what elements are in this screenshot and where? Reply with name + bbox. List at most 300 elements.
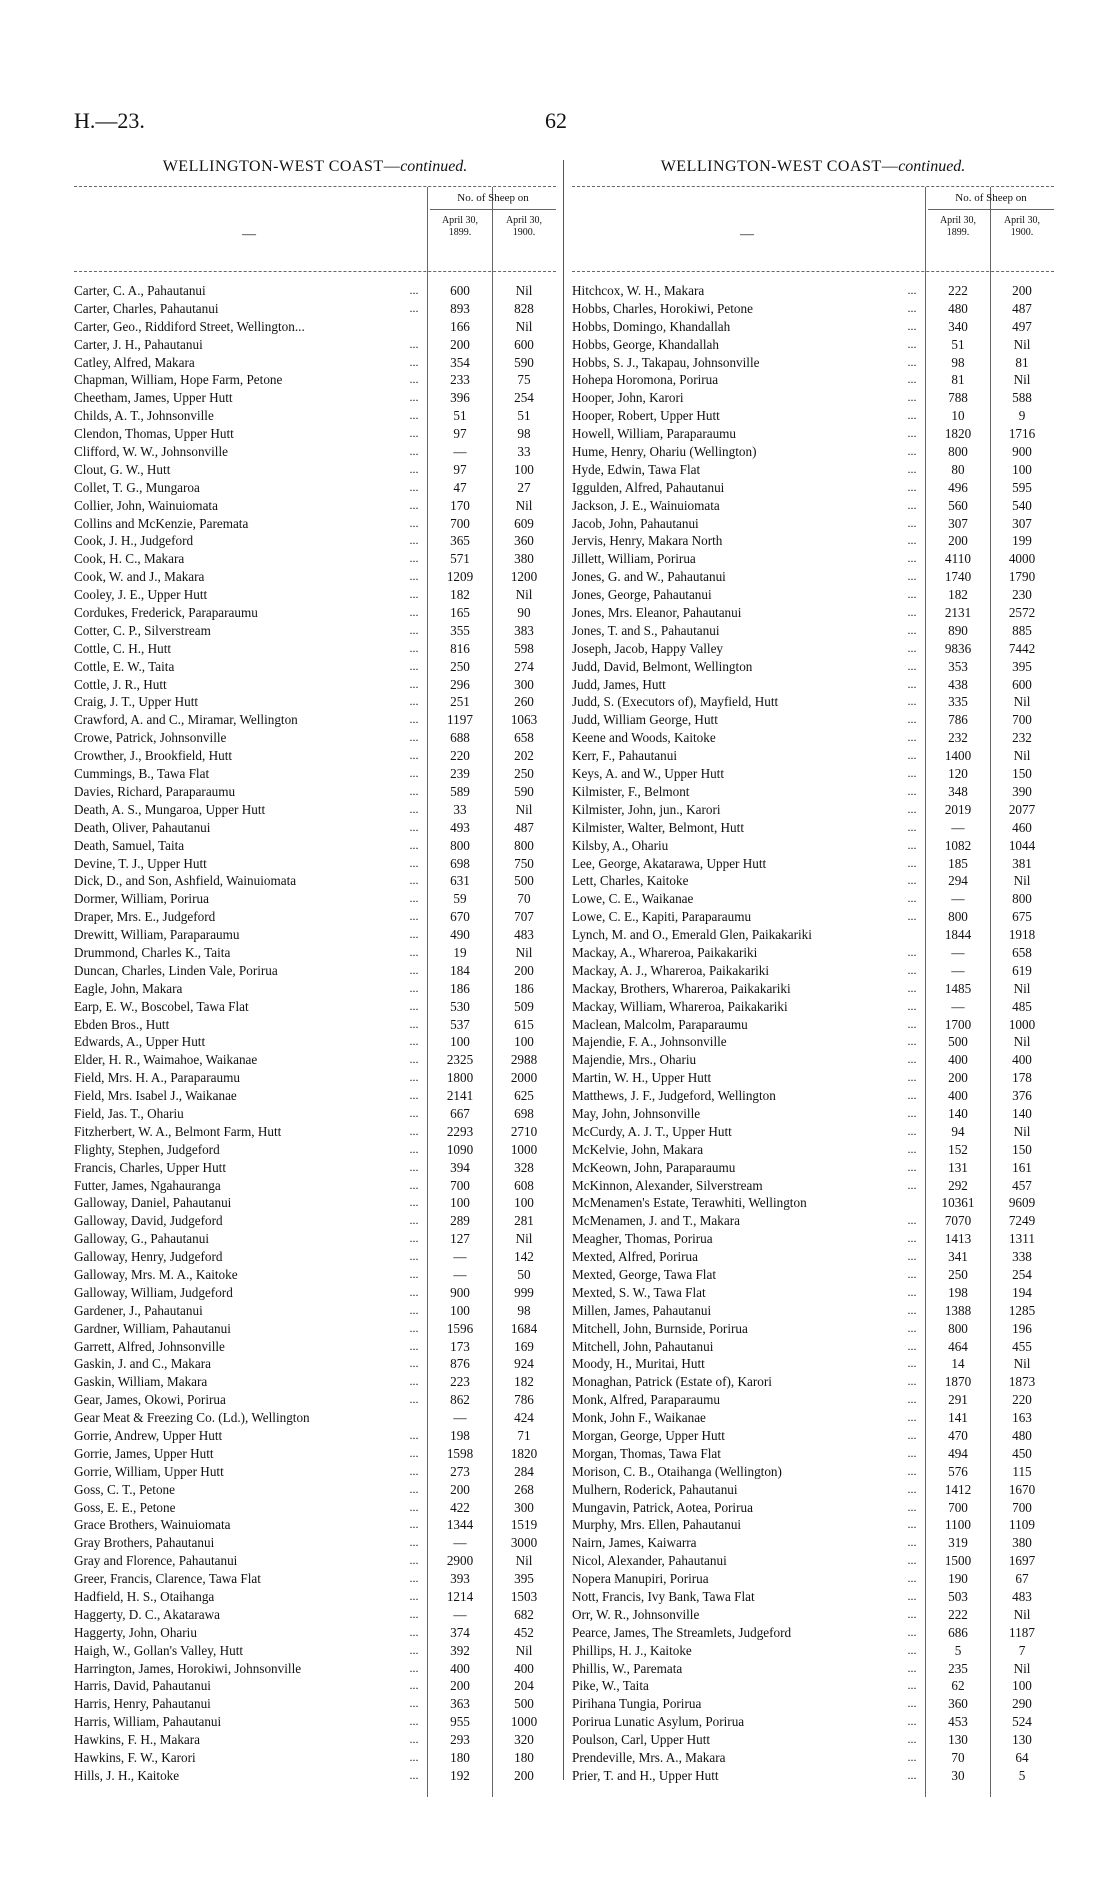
sheep-1899: 493 bbox=[450, 819, 470, 835]
leader-dots: ... bbox=[907, 533, 917, 548]
sheep-1900: 2988 bbox=[510, 1052, 538, 1068]
leader-dots: ... bbox=[409, 1463, 419, 1478]
leader-dots: ... bbox=[409, 873, 419, 888]
sheep-1900: 658 bbox=[514, 730, 534, 746]
sheep-1900: 1519 bbox=[510, 1517, 538, 1533]
owner-name: Cotter, C. P., Silverstream bbox=[74, 622, 211, 638]
table-row bbox=[572, 819, 1054, 837]
leader-dots: ... bbox=[907, 1231, 917, 1246]
sheep-1900: 1063 bbox=[510, 712, 538, 728]
leader-dots: ... bbox=[409, 891, 419, 906]
leader-dots: ... bbox=[409, 1195, 419, 1210]
sheep-1899: 700 bbox=[948, 1499, 968, 1515]
sheep-1899: 453 bbox=[948, 1714, 968, 1730]
sheep-1899: 62 bbox=[951, 1678, 965, 1694]
left-table bbox=[74, 158, 556, 1785]
leader-dots: ... bbox=[409, 569, 419, 584]
sheep-1899: 2900 bbox=[446, 1553, 474, 1569]
sheep-1899: 1820 bbox=[944, 426, 972, 442]
sheep-1899: — bbox=[453, 444, 467, 460]
sheep-1900: 487 bbox=[514, 819, 534, 835]
leader-dots: ... bbox=[409, 336, 419, 351]
sheep-1899: 470 bbox=[948, 1428, 968, 1443]
leader-dots: ... bbox=[409, 1732, 419, 1747]
sheep-1899: 170 bbox=[450, 497, 470, 513]
owner-name: Matthews, J. F., Judgeford, Wellington bbox=[572, 1088, 776, 1104]
sheep-1900: 424 bbox=[514, 1410, 534, 1426]
sheep-1899: 571 bbox=[450, 551, 470, 567]
owner-name: Gear, James, Okowi, Porirua bbox=[74, 1392, 226, 1408]
sheep-1900: 487 bbox=[1012, 300, 1032, 316]
sheep-1899: 1197 bbox=[447, 712, 473, 728]
table-row bbox=[74, 926, 556, 944]
leader-dots: ... bbox=[907, 1034, 917, 1049]
leader-dots: ... bbox=[907, 1016, 917, 1031]
owner-name: Collins and McKenzie, Paremata bbox=[74, 515, 249, 531]
sheep-1900: 328 bbox=[514, 1159, 534, 1175]
leader-dots: ... bbox=[409, 1642, 419, 1657]
owner-name: Jones, Mrs. Eleanor, Pahautanui bbox=[572, 605, 742, 621]
sheep-1900: 150 bbox=[1012, 766, 1032, 782]
owner-name: Goss, C. T., Petone bbox=[74, 1481, 175, 1497]
sheep-1899: 51 bbox=[951, 336, 965, 352]
sheep-1899: 165 bbox=[450, 605, 470, 621]
owner-name: Joseph, Jacob, Happy Valley bbox=[572, 640, 724, 656]
table-row bbox=[572, 980, 1054, 998]
sheep-1900: 483 bbox=[514, 927, 534, 943]
sheep-1899: 5 bbox=[954, 1642, 962, 1658]
sheep-1900: 1503 bbox=[510, 1589, 538, 1605]
table-row bbox=[74, 1642, 556, 1660]
table-row bbox=[74, 765, 556, 783]
leader-dots: ... bbox=[907, 1571, 917, 1586]
leader-dots: ... bbox=[907, 998, 917, 1013]
sheep-1900: 658 bbox=[1012, 944, 1032, 960]
table-row bbox=[572, 1516, 1054, 1534]
sheep-1899: 200 bbox=[450, 336, 470, 352]
table-row bbox=[74, 855, 556, 873]
owner-name: Nott, Francis, Ivy Bank, Tawa Flat bbox=[572, 1589, 755, 1605]
sheep-1899: 1800 bbox=[446, 1070, 474, 1086]
leader-dots: ... bbox=[409, 1499, 419, 1514]
sheep-1900: 1697 bbox=[1008, 1553, 1036, 1569]
sheep-1899: 348 bbox=[948, 783, 968, 799]
table-row bbox=[74, 1194, 556, 1212]
leader-dots: ... bbox=[409, 944, 419, 959]
owner-name: Cook, H. C., Makara bbox=[74, 551, 185, 567]
owner-name: Carter, Charles, Pahautanui bbox=[74, 300, 219, 316]
table-row bbox=[572, 765, 1054, 783]
leader-dots: ... bbox=[409, 390, 419, 405]
table-row bbox=[74, 407, 556, 425]
column-divider bbox=[563, 160, 564, 1780]
sheep-1900: 260 bbox=[514, 694, 534, 710]
leader-dots: ... bbox=[907, 1463, 917, 1478]
sheep-1900: 1044 bbox=[1008, 837, 1036, 853]
table-row bbox=[572, 1570, 1054, 1588]
sheep-1900: 1187 bbox=[1009, 1624, 1035, 1640]
sheep-1900: 230 bbox=[1012, 587, 1032, 603]
owner-name: Fitzherbert, W. A., Belmont Farm, Hutt bbox=[74, 1123, 282, 1139]
table-row bbox=[572, 890, 1054, 908]
leader-dots: ... bbox=[907, 783, 917, 798]
sheep-1900: 100 bbox=[514, 1195, 534, 1211]
sheep-1899: 292 bbox=[948, 1177, 968, 1193]
sheep-1899: 1500 bbox=[944, 1553, 972, 1569]
table-row bbox=[572, 497, 1054, 515]
owner-name: Iggulden, Alfred, Pahautanui bbox=[572, 479, 725, 495]
table-row bbox=[572, 926, 1054, 944]
owner-name: Prier, T. and H., Upper Hutt bbox=[572, 1767, 719, 1783]
sheep-1899: 955 bbox=[450, 1714, 470, 1730]
sheep-1899: — bbox=[453, 1410, 467, 1426]
table-row bbox=[74, 532, 556, 550]
owner-name: Craig, J. T., Upper Hutt bbox=[74, 694, 199, 710]
owner-name: Cottle, C. H., Hutt bbox=[74, 640, 172, 656]
owner-name: Mackay, A., Whareroa, Paikakariki bbox=[572, 944, 758, 960]
leader-dots: ... bbox=[907, 1159, 917, 1174]
table-row bbox=[572, 1499, 1054, 1517]
table-row bbox=[74, 1123, 556, 1141]
table-row bbox=[74, 1695, 556, 1713]
sheep-1899: 353 bbox=[948, 658, 968, 674]
sheep-1899: — bbox=[951, 819, 965, 835]
table-row bbox=[74, 1069, 556, 1087]
table-row bbox=[74, 622, 556, 640]
sheep-1899: 1598 bbox=[446, 1445, 474, 1461]
sheep-1900: 4000 bbox=[1008, 551, 1036, 567]
leader-dots: ... bbox=[409, 461, 419, 476]
sheep-1899: 890 bbox=[948, 622, 968, 638]
owner-name: Hobbs, Charles, Horokiwi, Petone bbox=[572, 300, 753, 316]
sheep-1899: 293 bbox=[450, 1732, 470, 1748]
sheep-1899: 10361 bbox=[941, 1195, 975, 1211]
leader-dots: ... bbox=[409, 980, 419, 995]
sheep-1900: 588 bbox=[1012, 390, 1032, 406]
sheep-1900: Nil bbox=[1013, 980, 1031, 996]
owner-name: Morgan, Thomas, Tawa Flat bbox=[572, 1445, 721, 1461]
table-row bbox=[572, 1284, 1054, 1302]
sheep-1900: 615 bbox=[514, 1016, 534, 1032]
table-row bbox=[572, 1123, 1054, 1141]
sheep-1900: 828 bbox=[514, 300, 534, 316]
table-row bbox=[74, 1409, 556, 1427]
leader-dots: ... bbox=[907, 1732, 917, 1747]
sheep-1899: 400 bbox=[948, 1088, 968, 1104]
sheep-1900: 395 bbox=[1012, 658, 1032, 674]
sheep-1900: Nil bbox=[1013, 1356, 1031, 1372]
owner-name: Crowther, J., Brookfield, Hutt bbox=[74, 748, 233, 764]
owner-name: Judd, James, Hutt bbox=[572, 676, 666, 692]
table-row bbox=[74, 1248, 556, 1266]
leader-dots: ... bbox=[907, 676, 917, 691]
sheep-1899: 530 bbox=[450, 998, 470, 1014]
sheep-1899: 127 bbox=[450, 1231, 470, 1247]
table-row bbox=[572, 371, 1054, 389]
leader-dots: ... bbox=[409, 712, 419, 727]
table-header bbox=[572, 186, 1054, 272]
sheep-1900: 161 bbox=[1012, 1159, 1032, 1175]
sheep-1899: 30 bbox=[951, 1767, 965, 1783]
leader-dots: ... bbox=[409, 855, 419, 870]
table-row bbox=[572, 1087, 1054, 1105]
owner-name: Jones, G. and W., Pahautanui bbox=[572, 569, 726, 585]
sheep-1899: 97 bbox=[453, 461, 467, 477]
table-row bbox=[572, 425, 1054, 443]
owner-name: Goss, E. E., Petone bbox=[74, 1499, 176, 1515]
sheep-1899: 893 bbox=[450, 300, 470, 316]
sheep-1899: 2019 bbox=[944, 801, 972, 817]
sheep-1899: — bbox=[951, 944, 965, 960]
sheep-1900: Nil bbox=[1013, 694, 1031, 710]
sheep-1900: Nil bbox=[515, 1231, 533, 1247]
leader-dots: ... bbox=[907, 1392, 917, 1407]
sheep-1900: 274 bbox=[514, 658, 534, 674]
sheep-1899: 182 bbox=[948, 587, 968, 603]
table-row bbox=[572, 1177, 1054, 1195]
table-row bbox=[74, 1749, 556, 1767]
table-row bbox=[572, 1033, 1054, 1051]
col-1899-header: April 30, 1899. bbox=[939, 215, 977, 238]
owner-name: Dick, D., and Son, Ashfield, Wainuiomata bbox=[74, 873, 297, 889]
sheep-1899: 631 bbox=[450, 873, 470, 889]
table-row bbox=[572, 1159, 1054, 1177]
sheep-1899: 698 bbox=[450, 855, 470, 871]
leader-dots: ... bbox=[907, 730, 917, 745]
table-row bbox=[572, 443, 1054, 461]
table-row bbox=[74, 962, 556, 980]
sheep-1900: 7 bbox=[1018, 1642, 1026, 1658]
leader-dots: ... bbox=[409, 1284, 419, 1299]
leader-dots: ... bbox=[907, 909, 917, 924]
sheep-1900: 64 bbox=[1015, 1750, 1029, 1766]
sheep-1899: 400 bbox=[450, 1660, 470, 1676]
leader-dots: ... bbox=[409, 783, 419, 798]
sheep-1900: 590 bbox=[514, 783, 534, 799]
leader-dots: ... bbox=[907, 300, 917, 315]
sheep-1899: 97 bbox=[453, 426, 467, 442]
leader-dots: ... bbox=[409, 408, 419, 423]
table-row bbox=[572, 1588, 1054, 1606]
owner-name: Hohepa Horomona, Porirua bbox=[572, 372, 719, 388]
owner-name: Murphy, Mrs. Ellen, Pahautanui bbox=[572, 1517, 742, 1533]
sheep-1900: 169 bbox=[514, 1338, 534, 1354]
sheep-1900: 33 bbox=[517, 444, 531, 460]
sheep-1899: 200 bbox=[450, 1481, 470, 1497]
owner-name: Cooley, J. E., Upper Hutt bbox=[74, 587, 208, 603]
sheep-1899: 319 bbox=[948, 1535, 968, 1551]
owner-name: Howell, William, Paraparaumu bbox=[572, 426, 737, 442]
sheep-1899: 788 bbox=[948, 390, 968, 406]
owner-name: Harris, William, Pahautanui bbox=[74, 1714, 222, 1730]
table-row bbox=[572, 1463, 1054, 1481]
table-row bbox=[74, 1767, 556, 1785]
owner-name: Hobbs, George, Khandallah bbox=[572, 336, 719, 352]
owner-name: Carter, J. H., Pahautanui bbox=[74, 336, 203, 352]
sheep-1900: Nil bbox=[515, 318, 533, 334]
leader-dots: ... bbox=[907, 1428, 917, 1442]
sheep-1900: 2077 bbox=[1008, 801, 1036, 817]
sheep-1900: 1670 bbox=[1008, 1481, 1036, 1497]
owner-name: Harrington, James, Horokiwi, Johnsonville bbox=[74, 1660, 302, 1676]
sheep-1899: 900 bbox=[450, 1284, 470, 1300]
owner-name: Mackay, William, Whareroa, Paikakariki bbox=[572, 998, 788, 1014]
table-row bbox=[572, 1194, 1054, 1212]
sheep-1899: 1209 bbox=[446, 569, 474, 585]
sheep-1899: 182 bbox=[450, 587, 470, 603]
sheep-1899: 667 bbox=[450, 1105, 470, 1121]
owner-name: Elder, H. R., Waimahoe, Waikanae bbox=[74, 1052, 258, 1068]
table-row bbox=[572, 1141, 1054, 1159]
owner-name: Grace Brothers, Wainuiomata bbox=[74, 1517, 231, 1533]
sheep-1899: 1090 bbox=[446, 1141, 474, 1157]
leader-dots: ... bbox=[907, 1374, 917, 1389]
table-row bbox=[74, 1516, 556, 1534]
leader-dots: ... bbox=[409, 640, 419, 655]
owner-name: McKinnon, Alexander, Silverstream bbox=[572, 1177, 763, 1193]
leader-dots: ... bbox=[409, 1678, 419, 1693]
table-row bbox=[572, 550, 1054, 568]
sheep-1899: 800 bbox=[948, 909, 968, 925]
table-row bbox=[572, 1767, 1054, 1785]
owner-name: Hobbs, S. J., Takapau, Johnsonville bbox=[572, 354, 760, 370]
owner-name: Keys, A. and W., Upper Hutt bbox=[572, 766, 725, 782]
sheep-1899: 233 bbox=[450, 372, 470, 388]
sheep-1899: 130 bbox=[948, 1732, 968, 1748]
table-row bbox=[572, 1105, 1054, 1123]
sheep-1899: 537 bbox=[450, 1016, 470, 1032]
leader-dots: ... bbox=[409, 1123, 419, 1138]
sheep-1899: 250 bbox=[948, 1266, 968, 1282]
table-body bbox=[74, 282, 556, 1785]
leader-dots: ... bbox=[409, 1320, 419, 1335]
table-row bbox=[74, 461, 556, 479]
sheep-1899: 1214 bbox=[446, 1589, 474, 1605]
table-row bbox=[572, 1355, 1054, 1373]
sheep-1900: 376 bbox=[1012, 1088, 1032, 1104]
owner-name: Porirua Lunatic Asylum, Porirua bbox=[572, 1714, 745, 1730]
table-row bbox=[74, 711, 556, 729]
leader-dots: ... bbox=[409, 730, 419, 745]
leader-dots: ... bbox=[907, 1088, 917, 1103]
sheep-1899: 198 bbox=[948, 1284, 968, 1300]
owner-name: Death, Samuel, Taita bbox=[74, 837, 185, 853]
owner-name: Pirihana Tungia, Porirua bbox=[572, 1696, 702, 1712]
owner-name: McCurdy, A. J. T., Upper Hutt bbox=[572, 1123, 732, 1139]
sheep-1899: 185 bbox=[948, 855, 968, 871]
owner-name: Crawford, A. and C., Miramar, Wellington bbox=[74, 712, 298, 728]
owner-name: Nicol, Alexander, Pahautanui bbox=[572, 1553, 727, 1569]
table-row bbox=[74, 1230, 556, 1248]
owner-name: Galloway, William, Judgeford bbox=[74, 1284, 233, 1300]
leader-dots: ... bbox=[907, 426, 917, 441]
sheep-1900: 67 bbox=[1015, 1571, 1029, 1587]
sheep-1899: 152 bbox=[948, 1141, 968, 1157]
table-row bbox=[74, 1266, 556, 1284]
leader-dots: ... bbox=[907, 980, 917, 995]
table-row bbox=[74, 658, 556, 676]
sheep-1900: 300 bbox=[514, 676, 534, 692]
owner-name: Galloway, David, Judgeford bbox=[74, 1213, 223, 1229]
owner-name: Haggerty, John, Ohariu bbox=[74, 1624, 197, 1640]
leader-dots: ... bbox=[409, 622, 419, 637]
sheep-1900: 483 bbox=[1012, 1589, 1032, 1605]
sheep-1899: 500 bbox=[948, 1034, 968, 1050]
leader-dots: ... bbox=[907, 408, 917, 423]
owner-name: Carter, Geo., Riddiford Street, Wellington... bbox=[74, 318, 305, 334]
table-row bbox=[74, 1302, 556, 1320]
table-row bbox=[74, 872, 556, 890]
owner-name: Kilmister, John, jun., Karori bbox=[572, 801, 721, 817]
leader-dots: ... bbox=[907, 1410, 917, 1425]
owner-name: Phillips, H. J., Kaitoke bbox=[572, 1642, 692, 1658]
sheep-1900: 675 bbox=[1012, 909, 1032, 925]
sheep-1900: 455 bbox=[1012, 1338, 1032, 1354]
owner-name: Davies, Richard, Paraparaumu bbox=[74, 783, 236, 799]
leader-dots: ... bbox=[409, 605, 419, 620]
table-row bbox=[572, 1624, 1054, 1642]
table-row bbox=[572, 855, 1054, 873]
sheep-1899: 98 bbox=[951, 354, 965, 370]
leader-dots: ... bbox=[907, 569, 917, 584]
sheep-1900: 885 bbox=[1012, 622, 1032, 638]
leader-dots: ... bbox=[907, 497, 917, 512]
table-row bbox=[74, 1177, 556, 1195]
sheep-1900: 698 bbox=[514, 1105, 534, 1121]
table-row bbox=[572, 1552, 1054, 1570]
sheep-1900: 2710 bbox=[510, 1123, 538, 1139]
table-row bbox=[572, 300, 1054, 318]
sheep-1900: 400 bbox=[514, 1660, 534, 1676]
sheep-1899: 560 bbox=[948, 497, 968, 513]
sheep-1900: 100 bbox=[1012, 1678, 1032, 1694]
leader-dots: ... bbox=[409, 1070, 419, 1085]
leader-dots: ... bbox=[907, 336, 917, 351]
sheep-1899: 355 bbox=[450, 622, 470, 638]
leader-dots: ... bbox=[409, 927, 419, 942]
owner-name: Nairn, James, Kaiwarra bbox=[572, 1535, 697, 1551]
table-row bbox=[572, 908, 1054, 926]
leader-dots: ... bbox=[907, 551, 917, 566]
leader-dots: ... bbox=[409, 694, 419, 709]
sheep-1900: Nil bbox=[1013, 873, 1031, 889]
sheep-1900: 2000 bbox=[510, 1070, 538, 1086]
sheep-1899: 190 bbox=[948, 1571, 968, 1587]
section-title: WELLINGTON-WEST COAST—continued. bbox=[162, 158, 468, 175]
owner-name: Jackson, J. E., Wainuiomata bbox=[572, 497, 720, 513]
sheep-1900: 70 bbox=[517, 891, 531, 907]
leader-dots: ... bbox=[409, 300, 419, 315]
leader-dots: ... bbox=[409, 1374, 419, 1389]
sheep-1899: 235 bbox=[948, 1660, 968, 1676]
sheep-1900: 268 bbox=[514, 1481, 534, 1497]
table-row bbox=[572, 747, 1054, 765]
sheep-1899: 296 bbox=[450, 676, 470, 692]
owner-name: Orr, W. R., Johnsonville bbox=[572, 1606, 700, 1622]
owner-name: Haigh, W., Gollan's Valley, Hutt bbox=[74, 1642, 244, 1658]
sheep-1900: 595 bbox=[1012, 479, 1032, 495]
owner-name: Garrett, Alfred, Johnsonville bbox=[74, 1338, 225, 1354]
sheep-1900: 140 bbox=[1012, 1105, 1032, 1121]
sheep-1900: Nil bbox=[1013, 1660, 1031, 1676]
sheep-1900: 90 bbox=[517, 605, 531, 621]
sheep-1900: Nil bbox=[515, 1553, 533, 1569]
table-row bbox=[572, 998, 1054, 1016]
sheep-1899: 184 bbox=[450, 962, 470, 978]
sheep-1899: 289 bbox=[450, 1213, 470, 1229]
leader-dots: ... bbox=[409, 551, 419, 566]
leader-dots: ... bbox=[907, 1678, 917, 1693]
